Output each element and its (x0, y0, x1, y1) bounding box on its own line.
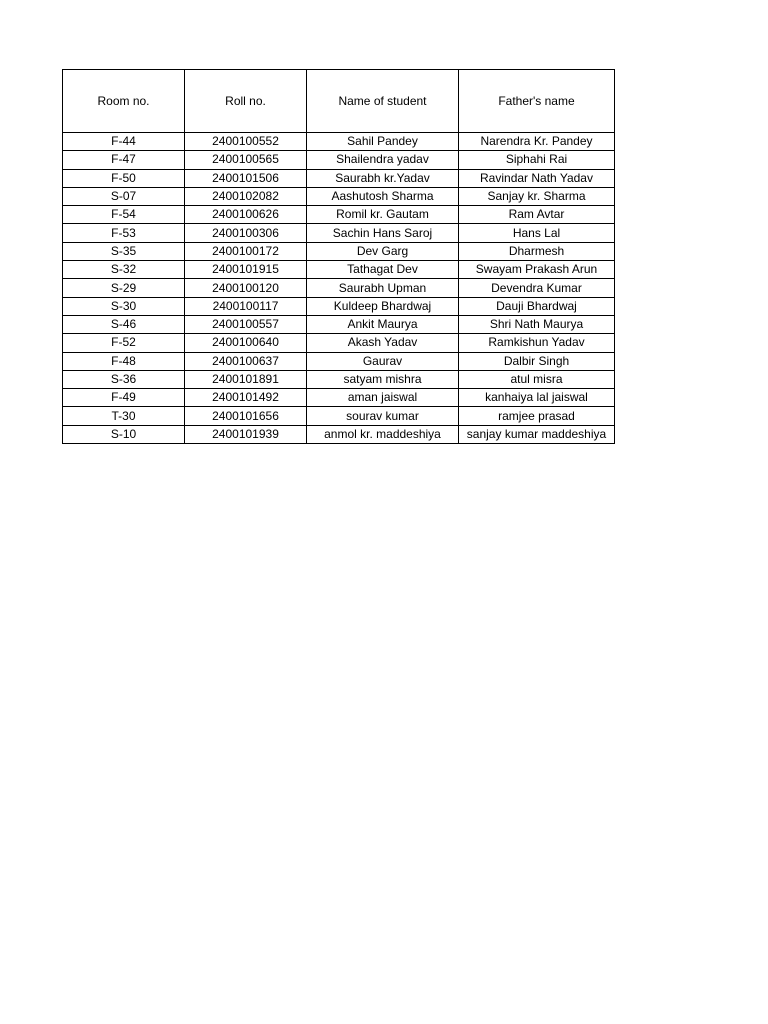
roll-no-cell: 2400101492 (185, 389, 307, 407)
table-row (63, 334, 615, 352)
header-father-name: Father's name (459, 70, 615, 133)
roll-no-cell: 2400100557 (185, 315, 307, 333)
room-no-cell: S-30 (63, 297, 185, 315)
table-row (63, 352, 615, 370)
father-name-cell: Ramkishun Yadav (459, 334, 615, 352)
room-no-cell: S-32 (63, 261, 185, 279)
table-row (63, 206, 615, 224)
father-name-cell: Shri Nath Maurya (459, 315, 615, 333)
roll-no-cell: 2400100117 (185, 297, 307, 315)
room-no-cell: F-48 (63, 352, 185, 370)
student-name-cell: Saurabh kr.Yadav (307, 169, 459, 187)
table-row (63, 315, 615, 333)
roll-no-cell: 2400100637 (185, 352, 307, 370)
roll-no-cell: 2400100120 (185, 279, 307, 297)
roll-no-cell: 2400100640 (185, 334, 307, 352)
student-name-cell: Dev Garg (307, 242, 459, 260)
room-no-cell: F-49 (63, 389, 185, 407)
father-name-cell: Devendra Kumar (459, 279, 615, 297)
student-name-cell: Sachin Hans Saroj (307, 224, 459, 242)
father-name-cell: Ravindar Nath Yadav (459, 169, 615, 187)
roll-no-cell: 2400100306 (185, 224, 307, 242)
student-name-cell: anmol kr. maddeshiya (307, 425, 459, 443)
room-no-cell: F-44 (63, 133, 185, 151)
table-row (63, 261, 615, 279)
roll-no-cell: 2400100626 (185, 206, 307, 224)
table-row (63, 425, 615, 443)
father-name-cell: ramjee prasad (459, 407, 615, 425)
student-name-cell: satyam mishra (307, 370, 459, 388)
room-no-cell: F-53 (63, 224, 185, 242)
table-row (63, 242, 615, 260)
father-name-cell: Ram Avtar (459, 206, 615, 224)
roll-no-cell: 2400100172 (185, 242, 307, 260)
father-name-cell: Hans Lal (459, 224, 615, 242)
student-name-cell: Gaurav (307, 352, 459, 370)
student-room-table (62, 69, 615, 444)
roll-no-cell: 2400100552 (185, 133, 307, 151)
table-header (63, 70, 615, 133)
table-row (63, 389, 615, 407)
header-roll-no: Roll no. (185, 70, 307, 133)
table-row (63, 279, 615, 297)
room-no-cell: F-50 (63, 169, 185, 187)
roll-no-cell: 2400101656 (185, 407, 307, 425)
student-name-cell: Shailendra yadav (307, 151, 459, 169)
roll-no-cell: 2400101891 (185, 370, 307, 388)
room-no-cell: S-36 (63, 370, 185, 388)
student-name-cell: Ankit Maurya (307, 315, 459, 333)
roll-no-cell: 2400100565 (185, 151, 307, 169)
roll-no-cell: 2400101915 (185, 261, 307, 279)
student-name-cell: sourav kumar (307, 407, 459, 425)
room-no-cell: S-10 (63, 425, 185, 443)
table-row (63, 370, 615, 388)
student-name-cell: aman jaiswal (307, 389, 459, 407)
table-body (63, 133, 615, 444)
father-name-cell: sanjay kumar maddeshiya (459, 425, 615, 443)
father-name-cell: Dalbir Singh (459, 352, 615, 370)
header-room-no: Room no. (63, 70, 185, 133)
father-name-cell: Dauji Bhardwaj (459, 297, 615, 315)
room-no-cell: F-47 (63, 151, 185, 169)
student-room-sheet (62, 69, 615, 444)
student-name-cell: Saurabh Upman (307, 279, 459, 297)
student-name-cell: Romil kr. Gautam (307, 206, 459, 224)
header-row (63, 70, 615, 133)
header-student-name: Name of student (307, 70, 459, 133)
father-name-cell: Sanjay kr. Sharma (459, 187, 615, 205)
room-no-cell: S-46 (63, 315, 185, 333)
table-row (63, 224, 615, 242)
father-name-cell: Dharmesh (459, 242, 615, 260)
room-no-cell: T-30 (63, 407, 185, 425)
student-name-cell: Akash Yadav (307, 334, 459, 352)
father-name-cell: Swayam Prakash Arun (459, 261, 615, 279)
roll-no-cell: 2400101939 (185, 425, 307, 443)
room-no-cell: S-35 (63, 242, 185, 260)
table-row (63, 169, 615, 187)
father-name-cell: atul misra (459, 370, 615, 388)
room-no-cell: F-54 (63, 206, 185, 224)
student-name-cell: Kuldeep Bhardwaj (307, 297, 459, 315)
student-name-cell: Tathagat Dev (307, 261, 459, 279)
room-no-cell: S-29 (63, 279, 185, 297)
room-no-cell: S-07 (63, 187, 185, 205)
father-name-cell: Siphahi Rai (459, 151, 615, 169)
student-name-cell: Sahil Pandey (307, 133, 459, 151)
table-row (63, 187, 615, 205)
roll-no-cell: 2400102082 (185, 187, 307, 205)
table-row (63, 297, 615, 315)
room-no-cell: F-52 (63, 334, 185, 352)
table-row (63, 151, 615, 169)
table-row (63, 407, 615, 425)
table-row (63, 133, 615, 151)
student-name-cell: Aashutosh Sharma (307, 187, 459, 205)
father-name-cell: kanhaiya lal jaiswal (459, 389, 615, 407)
roll-no-cell: 2400101506 (185, 169, 307, 187)
father-name-cell: Narendra Kr. Pandey (459, 133, 615, 151)
